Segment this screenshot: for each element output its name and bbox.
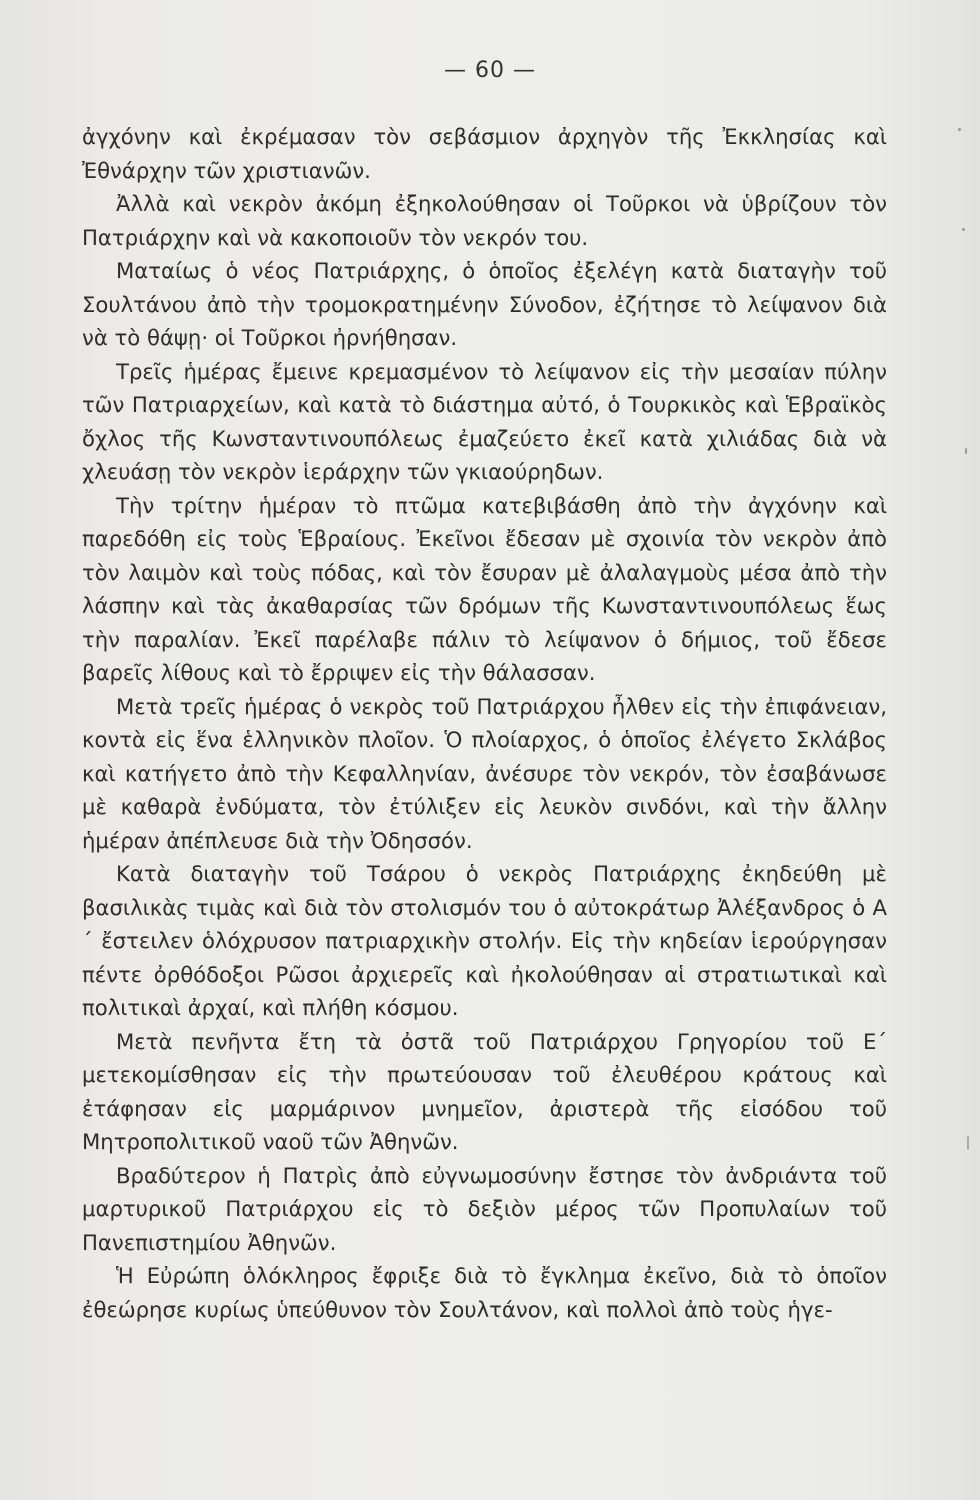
paragraph: Ἀλλὰ καὶ νεκρὸν ἀκόμη ἐξηκολούθησαν οἱ Τοῦρκοι νὰ ὑβρίζουν τὸν Πατριάρχην καὶ νὰ κακοποιοῦν τὸν νεκρόν του. <box>82 191 887 250</box>
paper-speck <box>967 1136 969 1150</box>
paragraph: Κατὰ διαταγὴν τοῦ Τσάρου ὁ νεκρὸς Πατριάρχης ἐκηδεύθη μὲ βασιλικὰς τιμὰς καὶ διὰ τὸν στολισμόν του ὁ αὐτοκράτωρ Ἀλέξανδρος ὁ Α´ ἔστειλεν ὁλόχρυσον πατριαρχικὴν στολήν. Εἰς τὴν κηδείαν ἱερούργησαν πέντε ὀρθόδοξοι Ρῶσοι ἀρχιερεῖς καὶ ἠκολούθησαν αἱ στρατιωτικαὶ καὶ πολιτικαὶ ἀρχαί, καὶ πλήθη κόσμου. <box>82 861 887 1020</box>
paper-speck <box>965 448 967 454</box>
paragraph: Τὴν τρίτην ἡμέραν τὸ πτῶμα κατεβιβάσθη ἀπὸ τὴν ἀγχόνην καὶ παρεδόθη εἰς τοὺς Ἑβραίους. Ἐκεῖνοι ἔδεσαν μὲ σχοινία τὸν νεκρὸν ἀπὸ τὸν λαιμὸν καὶ τοὺς πόδας, καὶ τὸν ἔσυραν μὲ ἀλαλαγμοὺς μέσα ἀπὸ τὴν λάσπην καὶ τὰς ἀκαθαρσίας τῶν δρόμων τῆς Κωνσταντινουπόλεως ἕως τὴν παραλίαν. Ἐκεῖ παρέλαβε πάλιν τὸ λείψανον ὁ δήμιος, τοῦ ἔδεσε βαρεῖς λίθους καὶ τὸ ἔρριψεν εἰς τὴν θάλασσαν. <box>82 492 887 685</box>
paragraph: ἀγχόνην καὶ ἐκρέμασαν τὸν σεβάσμιον ἀρχηγὸν τῆς Ἐκκλησίας καὶ Ἐθνάρχην τῶν χριστιανῶν. <box>82 124 887 183</box>
body-text <box>82 120 887 1326</box>
paragraph: Μετὰ τρεῖς ἡμέρας ὁ νεκρὸς τοῦ Πατριάρχου ἦλθεν εἰς τὴν ἐπιφάνειαν, κοντὰ εἰς ἕνα ἑλληνικὸν πλοῖον. Ὁ πλοίαρχος, ὁ ὁποῖος ἐλέγετο Σκλάβος καὶ κατήγετο ἀπὸ τὴν Κεφαλληνίαν, ἀνέσυρε τὸν νεκρόν, τὸν ἐσαβάνωσε μὲ καθαρὰ ἐνδύματα, τὸν ἐτύλιξεν εἰς λευκὸν σινδόνι, καὶ τὴν ἄλλην ἡμέραν ἀπέπλευσε διὰ τὴν Ὀδησσόν. <box>82 693 887 853</box>
page-number: — 60 — <box>444 58 536 83</box>
paragraph: Ἡ Εὐρώπη ὁλόκληρος ἔφριξε διὰ τὸ ἔγκλημα ἐκεῖνο, διὰ τὸ ὁποῖον ἐθεώρησε κυρίως ὑπεύθυνον τὸν Σουλτάνον, καὶ πολλοὶ ἀπὸ τοὺς ἡγε- <box>82 1263 887 1322</box>
paragraph: Τρεῖς ἡμέρας ἔμεινε κρεμασμένον τὸ λείψανον εἰς τὴν μεσαίαν πύλην τῶν Πατριαρχείων, καὶ κατὰ τὸ διάστημα αὐτό, ὁ Τουρκικὸς καὶ Ἑβραϊκὸς ὄχλος τῆς Κωνσταντινουπόλεως ἐμαζεύετο ἐκεῖ κατὰ χιλιάδας διὰ νὰ χλευάσῃ τὸν νεκρὸν ἱεράρχην τῶν γκιαούρηδων. <box>82 358 887 484</box>
paragraph: Βραδύτερον ἡ Πατρὶς ἀπὸ εὐγνωμοσύνην ἔστησε τὸν ἀνδριάντα τοῦ μαρτυρικοῦ Πατριάρχου εἰς τὸ δεξιὸν μέρος τῶν Προπυλαίων τοῦ Πανεπιστημίου Ἀθηνῶν. <box>82 1162 887 1255</box>
paragraph: Ματαίως ὁ νέος Πατριάρχης, ὁ ὁποῖος ἐξελέγη κατὰ διαταγὴν τοῦ Σουλτάνου ἀπὸ τὴν τρομοκρατημένην Σύνοδον, ἐζήτησε τὸ λείψανον διὰ νὰ τὸ θάψῃ· οἱ Τοῦρκοι ἠρνήθησαν. <box>82 258 887 350</box>
paragraph: Μετὰ πενῆντα ἔτη τὰ ὀστᾶ τοῦ Πατριάρχου Γρηγορίου τοῦ Ε´ μετεκομίσθησαν εἰς τὴν πρωτεύουσαν τοῦ ἐλευθέρου κράτους καὶ ἐτάφησαν εἰς μαρμάρινον μνημεῖον, ἀριστερὰ τῆς εἰσόδου τοῦ Μητροπολιτικοῦ ναοῦ τῶν Ἀθηνῶν. <box>82 1028 887 1154</box>
paper-speck <box>958 128 961 131</box>
paper-speck <box>962 228 965 231</box>
